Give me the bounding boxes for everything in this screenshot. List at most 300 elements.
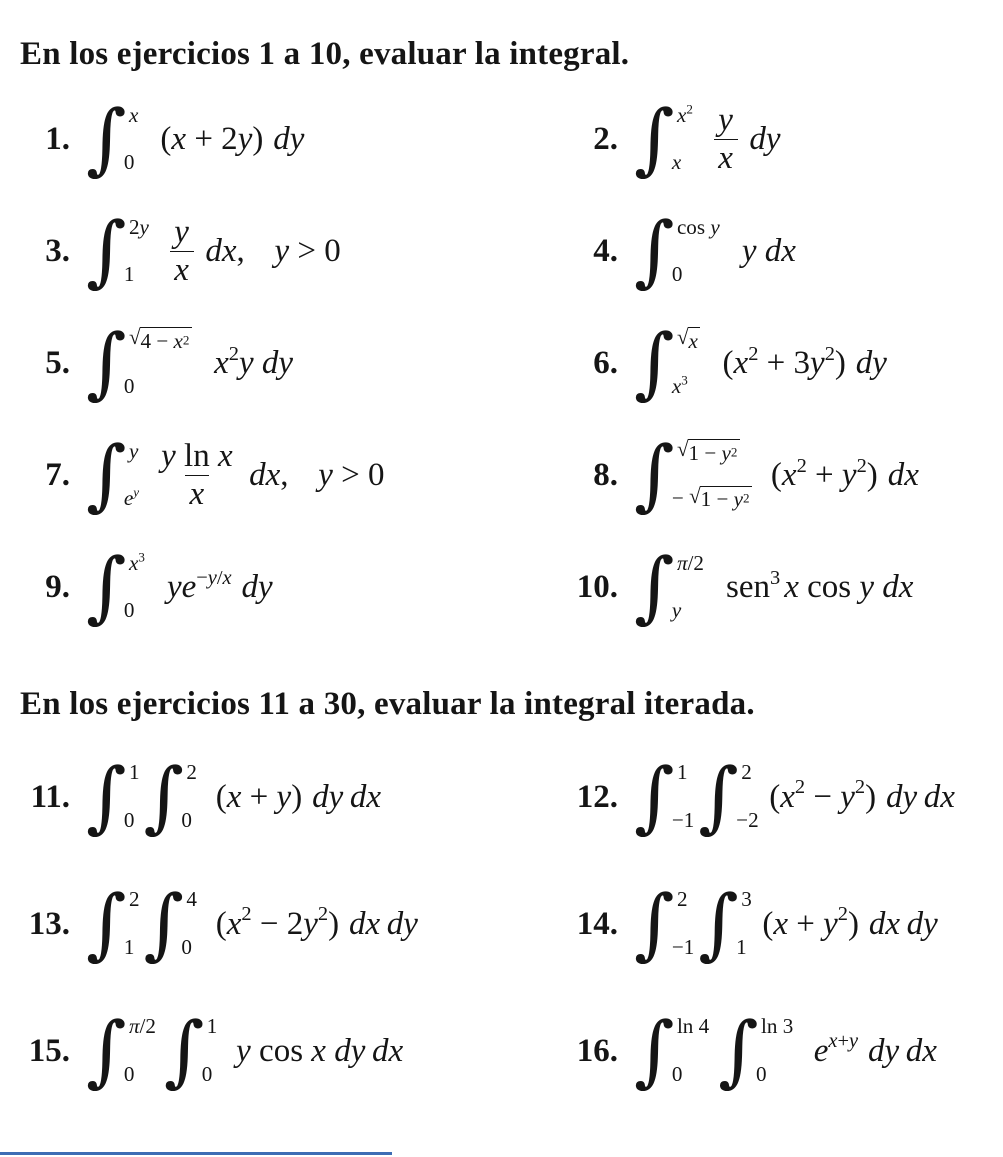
- superscript: [795, 775, 805, 800]
- math-run: 2: [743, 491, 750, 507]
- integral: [634, 1005, 710, 1096]
- math-run: −: [196, 566, 208, 589]
- math-run: 3: [138, 549, 145, 565]
- math-run: 0: [181, 807, 192, 832]
- math-run: dy: [261, 345, 294, 382]
- integral-limits: [181, 886, 197, 964]
- math-run: 0: [123, 1061, 135, 1086]
- math-run: 0: [671, 1061, 683, 1086]
- math-run: x: [718, 140, 733, 177]
- math-run: 0: [201, 1061, 213, 1086]
- radical-argument: [688, 327, 701, 353]
- exercise-formula: [86, 1005, 404, 1096]
- superscript: [743, 491, 750, 506]
- integral-lower-limit: [124, 262, 149, 287]
- math-run: ): [328, 905, 340, 942]
- math-run: y: [318, 457, 333, 494]
- integral-lower-limit: [736, 935, 752, 960]
- exercise-number: 2.: [593, 121, 618, 158]
- integral-upper-limit: [129, 551, 145, 576]
- integral-upper-limit: [207, 1014, 218, 1039]
- superscript: [229, 341, 239, 366]
- math-run: (: [769, 778, 781, 815]
- exercise-number: 11.: [30, 778, 70, 815]
- math-run: ): [866, 457, 878, 494]
- radical: [676, 324, 701, 353]
- exercise-11: [18, 751, 566, 842]
- math-run: y: [161, 438, 176, 475]
- math-run: dx: [205, 233, 237, 270]
- math-run: dx: [349, 778, 381, 815]
- integral-icon: ∫: [163, 1005, 205, 1096]
- integral-upper-limit: [129, 760, 140, 785]
- math-run: 0: [671, 262, 683, 287]
- integral-lower-limit: [124, 598, 145, 623]
- exercise-number: 3.: [45, 233, 70, 270]
- math-run: y: [710, 214, 720, 239]
- exercise-number: 8.: [593, 457, 618, 494]
- math-run: 1: [676, 760, 688, 785]
- integral-limits: [671, 886, 695, 964]
- math-run: ln: [175, 438, 218, 475]
- exercise-formula: [634, 94, 781, 185]
- integral: [634, 318, 700, 409]
- exercise-number: 16.: [576, 1032, 618, 1069]
- math-run: 1: [206, 1014, 218, 1039]
- radical-argument: [140, 327, 192, 353]
- exercise-12: [566, 751, 991, 842]
- integral: [634, 94, 693, 185]
- integral-upper-limit: [129, 1014, 156, 1039]
- math-run: (: [160, 121, 172, 158]
- math-run: y: [859, 569, 875, 606]
- math-run: e: [123, 486, 134, 511]
- integral-limits: [123, 549, 145, 627]
- math-run: dx: [923, 778, 955, 815]
- math-run: −1: [671, 807, 695, 832]
- exercise-1: [18, 94, 566, 185]
- exercise-number: 7.: [45, 457, 70, 494]
- integral: [86, 206, 149, 297]
- math-run: y: [128, 438, 139, 463]
- integral-lower-limit: [124, 1062, 156, 1087]
- exercise-formula: [86, 318, 294, 409]
- math-run: x: [784, 569, 799, 606]
- integral-lower-limit: [124, 486, 139, 511]
- math-run: 2: [128, 887, 140, 912]
- math-run: dy: [334, 1032, 366, 1069]
- math-run: 2: [796, 454, 807, 477]
- radical: [689, 483, 752, 512]
- superscript: [838, 902, 848, 927]
- integral-lower-limit: [202, 1062, 218, 1087]
- integral-limits: [181, 759, 197, 837]
- integral-icon: ∫: [634, 542, 675, 633]
- radical-icon: √: [689, 483, 701, 508]
- integral: [86, 542, 145, 633]
- superscript: [731, 444, 738, 459]
- radical-icon: √: [128, 324, 141, 349]
- integral-lower-limit: [671, 483, 752, 512]
- math-run: 0: [755, 1061, 767, 1086]
- math-run: 1: [123, 934, 135, 959]
- math-run: 3: [681, 372, 688, 388]
- integral-upper-limit: [761, 1014, 793, 1039]
- math-run: 4: [186, 887, 197, 912]
- integral-icon: ∫: [698, 878, 739, 969]
- integral: [163, 1005, 218, 1096]
- integral-limits: [201, 1013, 218, 1091]
- integral-icon: ∫: [86, 206, 127, 297]
- math-run: (: [722, 345, 734, 382]
- math-run: x: [688, 328, 698, 353]
- exercise-5: [18, 318, 566, 409]
- superscript: [138, 549, 145, 565]
- integral: [698, 878, 752, 969]
- math-run: ,: [236, 233, 245, 270]
- integral: [718, 1005, 794, 1096]
- integral-lower-limit: [672, 808, 694, 833]
- integral: [634, 878, 695, 969]
- exercise-7: [18, 430, 566, 521]
- math-run: 2: [854, 775, 866, 798]
- superscript: [686, 101, 693, 117]
- math-run: y: [721, 440, 731, 465]
- math-run: ): [834, 345, 846, 382]
- integral-limits: [671, 324, 700, 403]
- integral-icon: ∫: [143, 751, 184, 842]
- integral-upper-limit: [677, 103, 693, 128]
- math-run: y: [849, 1029, 859, 1052]
- math-run: x: [171, 121, 187, 158]
- integral-icon: ∫: [634, 1005, 675, 1096]
- math-run: y: [810, 345, 825, 382]
- superscript: [828, 1029, 858, 1054]
- math-run: 1: [123, 262, 135, 287]
- exercise-formula: [86, 206, 341, 297]
- exercise-formula: [86, 878, 418, 969]
- math-run: y: [741, 233, 757, 270]
- math-run: y: [823, 905, 838, 942]
- math-run: y: [303, 905, 318, 942]
- math-run: 2: [824, 342, 835, 365]
- exercise-formula: [634, 542, 914, 633]
- superscript: [855, 775, 865, 800]
- integral-upper-limit: [129, 103, 138, 128]
- math-run: y: [718, 102, 733, 139]
- integral: [86, 878, 140, 969]
- fraction: [170, 214, 194, 289]
- integral: [86, 430, 140, 521]
- fraction-numerator: [714, 102, 738, 139]
- math-run: y: [733, 487, 744, 512]
- math-run: 2: [186, 760, 197, 785]
- superscript: [241, 902, 251, 927]
- integral-limits: [671, 759, 695, 837]
- integral-upper-limit: [741, 760, 758, 785]
- integral-limits: [123, 213, 149, 291]
- integral-lower-limit: [672, 374, 701, 399]
- math-run: 0: [123, 807, 135, 832]
- math-run: 2: [748, 342, 759, 365]
- math-run: dy: [386, 905, 418, 942]
- radical-icon: √: [676, 324, 689, 349]
- math-run: x: [189, 476, 205, 513]
- fraction: [157, 438, 238, 513]
- integral-limits: [736, 759, 759, 837]
- math-run: 3: [770, 566, 781, 589]
- exercise-6: [566, 318, 991, 409]
- math-run: x: [226, 905, 242, 942]
- integral-icon: ∫: [86, 542, 127, 633]
- exercise-formula: [634, 318, 887, 409]
- math-run: y: [276, 778, 292, 815]
- integral-lower-limit: [672, 150, 693, 175]
- integral-lower-limit: [672, 598, 704, 623]
- fraction-numerator: [157, 438, 238, 475]
- math-run: −1: [671, 934, 695, 959]
- exercise-formula: [634, 206, 796, 297]
- math-run: x: [128, 550, 139, 575]
- exercise-2: [566, 94, 991, 185]
- math-run: dx: [371, 1032, 404, 1069]
- math-run: x: [676, 102, 687, 127]
- integral-icon: ∫: [86, 1005, 127, 1096]
- math-run: −: [805, 778, 841, 815]
- integral: [634, 751, 695, 842]
- math-run: y: [274, 233, 290, 270]
- math-run: y: [236, 1032, 251, 1069]
- exercise-number: 4.: [593, 233, 618, 270]
- exercise-13: [18, 878, 566, 969]
- math-run: > 0: [332, 457, 385, 494]
- exercise-15: [18, 1005, 566, 1096]
- integral-limits: [123, 437, 140, 515]
- math-run: x: [226, 778, 242, 815]
- math-run: sen: [726, 569, 771, 606]
- section-heading-2: En los ejercicios 11 a 30, evaluar la integral iterada.: [20, 685, 755, 722]
- math-run: 2: [856, 454, 867, 477]
- fraction: [714, 102, 738, 177]
- radical: [128, 324, 192, 353]
- integral-upper-limit: [677, 887, 694, 912]
- integral-limits: [123, 759, 140, 837]
- integral: [698, 751, 759, 842]
- integral: [634, 430, 752, 521]
- math-run: 4 −: [140, 328, 174, 353]
- math-run: dy: [749, 121, 781, 158]
- math-run: ,: [280, 457, 289, 494]
- integral-icon: ∫: [634, 94, 675, 185]
- integral-icon: ∫: [86, 751, 127, 842]
- superscript: [318, 902, 328, 927]
- page-edge-line: [0, 1152, 392, 1155]
- math-run: − 2: [251, 905, 304, 942]
- exercise-number: 9.: [45, 569, 70, 606]
- math-run: ln 3: [761, 1014, 794, 1039]
- exercise-9: [18, 542, 566, 633]
- radical-argument: [700, 486, 752, 512]
- integral-lower-limit: [124, 374, 192, 399]
- math-run: cos: [676, 214, 711, 239]
- math-run: cos: [798, 569, 860, 606]
- integral-limits: [671, 549, 704, 627]
- integral-limits: [671, 213, 720, 291]
- integral-upper-limit: [741, 887, 752, 912]
- superscript: [133, 485, 139, 501]
- integral-upper-limit: [676, 436, 752, 465]
- math-run: e: [813, 1032, 829, 1069]
- math-run: dx: [905, 1032, 937, 1069]
- integral-upper-limit: [677, 551, 704, 576]
- math-run: 2: [676, 887, 688, 912]
- integral-icon: ∫: [634, 206, 675, 297]
- exercise-number: 15.: [28, 1032, 70, 1069]
- exercise-formula: [634, 1005, 937, 1096]
- math-run: 2: [837, 902, 848, 925]
- math-run: + 3: [758, 345, 811, 382]
- integral: [143, 878, 197, 969]
- superscript: [681, 373, 688, 389]
- math-run: ): [252, 121, 264, 158]
- math-run: x: [217, 438, 233, 475]
- math-run: ye: [166, 569, 197, 606]
- exercise-formula: [634, 878, 938, 969]
- exercise-number: 12.: [576, 778, 618, 815]
- integral-lower-limit: [672, 262, 720, 287]
- integral-upper-limit: [186, 760, 197, 785]
- math-run: y: [238, 345, 254, 382]
- integral-lower-limit: [672, 1062, 709, 1087]
- math-run: x: [781, 457, 797, 494]
- integral-limits: [123, 324, 192, 403]
- math-run: x: [311, 1032, 326, 1069]
- integral-icon: ∫: [698, 751, 739, 842]
- math-run: 0: [123, 598, 135, 623]
- integral-limits: [671, 436, 752, 515]
- math-run: dy: [906, 905, 938, 942]
- exercise-formula: [634, 430, 919, 521]
- math-run: (: [762, 905, 774, 942]
- math-run: /2: [139, 1014, 156, 1039]
- superscript: [797, 453, 807, 478]
- exercise-formula: [634, 751, 955, 842]
- math-run: y: [139, 214, 149, 239]
- math-run: x: [671, 150, 682, 175]
- math-run: + 2: [186, 121, 238, 158]
- math-run: ): [291, 778, 303, 815]
- integral: [86, 1005, 156, 1096]
- exercise-14: [566, 878, 991, 969]
- exercise-4: [566, 206, 991, 297]
- integral-upper-limit: [677, 215, 720, 240]
- integral-lower-limit: [672, 935, 694, 960]
- math-run: dx: [882, 569, 914, 606]
- math-run: y: [237, 121, 253, 158]
- integral-upper-limit: [186, 887, 197, 912]
- superscript: [183, 332, 190, 347]
- math-run: 1: [736, 934, 747, 959]
- math-run: dx: [868, 905, 901, 942]
- exercise-number: 10.: [576, 569, 618, 606]
- integral-lower-limit: [124, 150, 138, 175]
- integral-icon: ∫: [143, 878, 184, 969]
- math-run: x: [128, 102, 139, 127]
- math-run: x: [828, 1029, 838, 1052]
- math-run: π: [128, 1014, 140, 1039]
- integral-icon: ∫: [634, 751, 675, 842]
- fraction-denominator: [170, 251, 194, 289]
- integral-upper-limit: [129, 887, 140, 912]
- math-run: dy: [273, 121, 305, 158]
- integral-icon: ∫: [634, 430, 675, 521]
- math-run: x: [780, 778, 795, 815]
- exercise-formula: [86, 542, 273, 633]
- math-run: 0: [181, 934, 192, 959]
- integral-limits: [755, 1013, 794, 1091]
- integral-upper-limit: [677, 760, 694, 785]
- math-run: (: [215, 778, 227, 815]
- math-run: dx: [349, 905, 381, 942]
- math-run: dy: [867, 1032, 900, 1069]
- superscript: [825, 341, 835, 366]
- math-run: +: [837, 1029, 850, 1052]
- integral: [634, 542, 704, 633]
- math-run: ln 4: [676, 1014, 710, 1039]
- integral-limits: [123, 886, 140, 964]
- math-run: y: [840, 778, 855, 815]
- math-run: y: [207, 566, 217, 589]
- integral-icon: ∫: [634, 318, 675, 409]
- exercise-number: 1.: [45, 121, 70, 158]
- math-run: /: [216, 566, 223, 589]
- math-run: ): [848, 905, 859, 942]
- math-run: y: [841, 457, 857, 494]
- math-run: π: [676, 550, 688, 575]
- integral-lower-limit: [181, 935, 197, 960]
- math-run: −2: [736, 807, 759, 832]
- exercise-formula: [86, 751, 381, 842]
- integral: [86, 318, 192, 409]
- math-run: dx: [249, 457, 281, 494]
- math-run: 1: [128, 760, 140, 785]
- exercise-list-1: [18, 84, 991, 644]
- exercise-8: [566, 430, 991, 521]
- integral: [634, 206, 720, 297]
- integral-icon: ∫: [634, 878, 675, 969]
- math-run: x: [222, 566, 232, 589]
- integral-icon: ∫: [86, 878, 127, 969]
- integral-lower-limit: [124, 935, 140, 960]
- math-run: x: [214, 345, 229, 382]
- math-run: −: [671, 486, 690, 511]
- exercise-number: 5.: [45, 345, 70, 382]
- math-run: dy: [885, 778, 918, 815]
- integral-upper-limit: [677, 1014, 709, 1039]
- math-run: cos: [250, 1032, 312, 1069]
- integral-upper-limit: [129, 215, 149, 240]
- math-run: dy: [312, 778, 344, 815]
- math-run: +: [806, 457, 842, 494]
- superscript: [770, 565, 780, 590]
- fraction-denominator: [714, 139, 738, 177]
- math-run: > 0: [289, 233, 341, 270]
- exercise-10: [566, 542, 991, 633]
- math-run: 2: [182, 332, 190, 348]
- exercise-number: 14.: [576, 905, 618, 942]
- math-run: 2: [128, 214, 140, 239]
- math-run: 2: [794, 775, 806, 798]
